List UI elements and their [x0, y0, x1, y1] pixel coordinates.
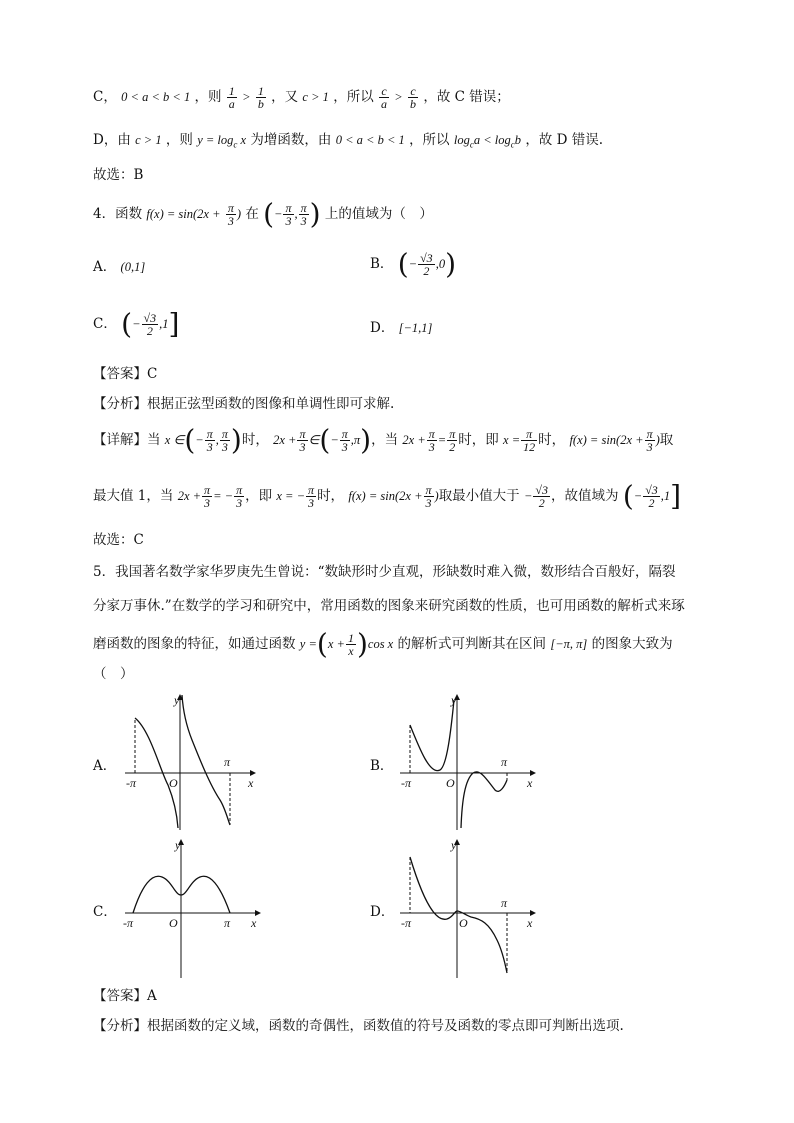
- origin-label: O: [169, 916, 178, 930]
- text: ，所以: [409, 132, 450, 148]
- x-label: x: [251, 916, 257, 930]
- graph-label-c[interactable]: C．: [93, 904, 117, 920]
- q4-detail-line1: 【详解】当 x ∈(− $\frac{\pi}{3}$ , $\frac{\pi}{3}$ )时， 2x + $\frac{\pi}{3}$ ∈(− $\frac{\pi}{3}$ ,π)，当 2x + $\frac{\pi}{3}$ = $\frac{\pi}{2}$ 时，即 x = $\frac{\pi}{12}$ 时， f(x) = sin(2x + $\frac{\pi}{3}$ )取: [93, 423, 674, 457]
- text: B．: [370, 256, 394, 272]
- text: D．: [370, 320, 395, 336]
- neg-pi-label: -π: [401, 776, 412, 790]
- neg-pi-label: -π: [401, 916, 412, 930]
- answer-tag: 【答案】: [93, 988, 147, 1004]
- text: C，: [93, 89, 117, 105]
- neg-pi-label: -π: [123, 916, 134, 930]
- q4-option-a[interactable]: [93, 255, 145, 275]
- math: (0,1]: [120, 260, 146, 274]
- math: a < log: [473, 133, 511, 147]
- math: x: [237, 133, 247, 147]
- text: 取最小值大于: [438, 488, 520, 504]
- x-label: x: [248, 776, 254, 790]
- text: 磨函数的图象的特征，如通过函数: [93, 636, 296, 652]
- text: 最大值 1，当: [93, 488, 174, 504]
- q5-line1: 5．我国著名数学家华罗庚先生曾说：“数缺形时少直观，形缺数时难入微，数形结合百般好，隔裂: [93, 564, 676, 580]
- q5-analysis: [93, 1016, 624, 1036]
- detail-tag: 【详解】: [93, 432, 147, 448]
- graph-label-b[interactable]: B．: [370, 758, 394, 774]
- graph-d[interactable]: [395, 835, 545, 980]
- text: ，又: [271, 89, 299, 105]
- analysis-text: 根据函数的定义域，函数的奇偶性，函数值的符号及函数的零点即可判断出选项.: [147, 1018, 624, 1034]
- analysis-text: 根据正弦型函数的图像和单调性即可求解.: [147, 396, 395, 412]
- graph-label-a[interactable]: A．: [93, 758, 117, 774]
- text: 时，: [538, 432, 566, 448]
- analysis-tag: 【分析】: [93, 1018, 147, 1034]
- text: ，当: [371, 432, 399, 448]
- pi-label: π: [224, 916, 231, 930]
- text: 取: [659, 432, 674, 448]
- answer-c: 故选：C: [93, 532, 144, 548]
- frac-c-b: $\frac{c}{b}$: [410, 84, 417, 111]
- curve-right: [182, 695, 230, 825]
- text: 的解析式可判断其在区间: [397, 636, 547, 652]
- math: f(x) = sin(2x +: [146, 207, 221, 221]
- answer-b: 故选：B: [93, 167, 144, 183]
- math: b: [514, 133, 522, 147]
- y-label: y: [175, 838, 181, 852]
- frac-1-b: $\frac{1}{b}$: [257, 84, 264, 111]
- y-label: y: [451, 693, 457, 707]
- y-label: y: [174, 693, 180, 707]
- origin-label: O: [459, 916, 468, 930]
- answer-tag: 【答案】: [93, 366, 147, 382]
- graph-a[interactable]: [120, 690, 270, 830]
- q4-answer: [93, 364, 157, 384]
- graph-label-d[interactable]: D．: [370, 904, 395, 920]
- math-sub: c: [233, 139, 238, 150]
- origin-label: O: [446, 776, 455, 790]
- answer-value: A: [147, 988, 157, 1004]
- text: 的图象大致为: [591, 636, 673, 652]
- graph-b[interactable]: [395, 690, 545, 830]
- text: 时，: [317, 488, 345, 504]
- q4-stem: 4．函数 f(x) = sin(2x + $\frac{\pi}{3}$ ) 在 (− $\frac{\pi}{3}$ , $\frac{\pi}{3}$ ) 上的值域为（ ）: [93, 197, 433, 231]
- y-label: y: [451, 838, 457, 852]
- text: ，故 C 错误；: [423, 89, 510, 105]
- curve: [410, 857, 507, 973]
- q4-analysis: [93, 394, 394, 414]
- text: 当: [147, 432, 161, 448]
- math: c > 1: [135, 133, 162, 147]
- text: 时，: [241, 432, 269, 448]
- q5-line2: 分家万事休.”在数学的学习和研究中，常用函数的图象来研究函数的性质，也可用函数的解析式来琢: [93, 598, 685, 614]
- math: 0 < a < b < 1: [335, 133, 405, 147]
- text: ，故值域为: [551, 488, 619, 504]
- text: ，则: [194, 89, 222, 105]
- neg-pi-label: -π: [126, 776, 137, 790]
- text: ，则: [165, 132, 193, 148]
- text: 为增函数，由: [250, 132, 332, 148]
- math: log: [453, 133, 470, 147]
- q5-answer: [93, 986, 157, 1006]
- text: 4．函数: [93, 206, 143, 222]
- option-d-line: D，由 c > 1 ，则 $y = \log_c x$ 为增函数，由 0 < a < b < 1 ，所以 $\log_ca < \log_cb$ ，故 D 错误.: [93, 132, 604, 150]
- pi-label: π: [501, 755, 508, 769]
- x-label: x: [527, 916, 533, 930]
- text: C．: [93, 316, 117, 332]
- graph-c[interactable]: [120, 835, 270, 980]
- text: ，即: [245, 488, 273, 504]
- analysis-tag: 【分析】: [93, 396, 147, 412]
- math: [−1,1]: [398, 321, 433, 335]
- math: c > 1: [302, 90, 329, 104]
- text: 上的值域为（ ）: [324, 206, 433, 222]
- q4-detail-line2: 最大值 1，当 2x + $\frac{\pi}{3}$ = − $\frac{\pi}{3}$ ，即 x = − $\frac{\pi}{3}$ 时， f(x) = sin(2x + $\frac{\pi}{3}$ )取最小值大于 − $\frac{√3}{2}$ ，故值域为 (− $\frac{√3}{2}$ ,1]: [93, 479, 682, 513]
- q4-option-b[interactable]: B． (− $\frac{√3}{2}$ ,0): [370, 247, 456, 281]
- text: ，故 D 错误.: [525, 132, 604, 148]
- option-c-line: C， 0 < a < b < 1 ，则 $\frac{1}{a}$ > $\frac{1}{b}$ ，又 c > 1 ，所以 $\frac{c}{a}$ > $\frac{c}{b}$ ，故 C 错误；: [93, 84, 510, 111]
- curve-left: [410, 700, 454, 771]
- frac-c-a: $\frac{c}{a}$: [381, 84, 387, 111]
- math: 0 < a < b < 1: [121, 90, 191, 104]
- q4-option-c[interactable]: C． (− $\frac{√3}{2}$ ,1]: [93, 307, 180, 341]
- q4-option-d[interactable]: [370, 316, 432, 336]
- math: y = log: [197, 133, 234, 147]
- text: D，由: [93, 132, 131, 148]
- curve-right: [461, 772, 507, 828]
- pi-label: π: [501, 896, 508, 910]
- answer-value: C: [147, 366, 158, 382]
- x-label: x: [527, 776, 533, 790]
- pi-label: π: [224, 755, 231, 769]
- origin-label: O: [169, 776, 178, 790]
- q5-line4: （ ）: [93, 666, 134, 682]
- text: A．: [93, 259, 117, 275]
- text: ，所以: [333, 89, 374, 105]
- frac-1-a: $\frac{1}{a}$: [228, 84, 235, 111]
- text: 时，即: [458, 432, 499, 448]
- text: 在: [245, 206, 259, 222]
- q5-line3: 磨函数的图象的特征，如通过函数 y =(x + $\frac{1}{x}$ )cos x 的解析式可判断其在区间 [−π, π] 的图象大致为: [93, 627, 673, 661]
